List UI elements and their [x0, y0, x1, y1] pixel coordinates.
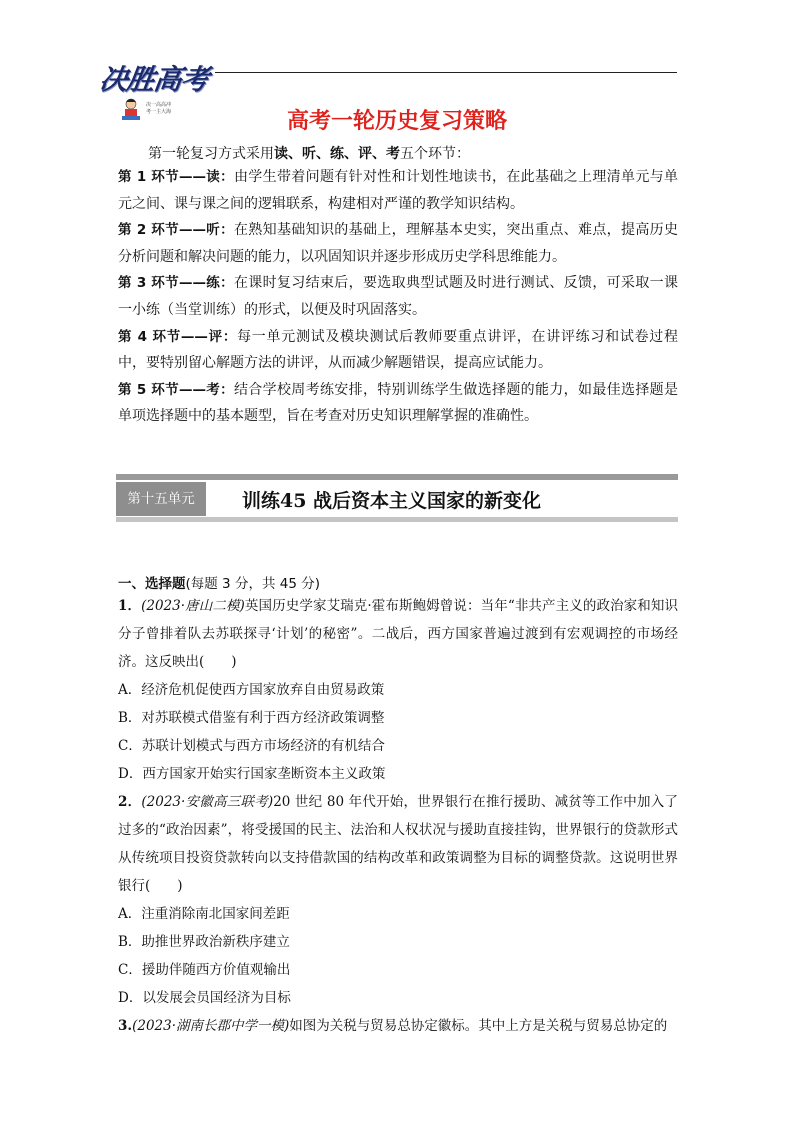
page-title: 高考一轮历史复习策略: [286, 109, 507, 134]
question-1: [118, 592, 678, 788]
banner-bottom-bar: [116, 517, 678, 522]
header-rule: [215, 72, 677, 73]
option-c: C．苏联计划模式与西方市场经济的有机结合: [118, 738, 385, 754]
question-stem: 3.(2023·湖南长郡中学一模)如图为关税与贸易总协定徽标。其中上方是关税与贸易总协定的: [118, 1018, 668, 1034]
question-stem: 2．(2023·安徽高三联考)20 世纪 80 年代开始，世界银行在推行援助、减贫等工作中加入了过多的“政治因素”，将受援国的民主、法治和人权状况与援助直接挂钩，世界银行的贷款形式从传统项目投资贷款转向以支持借款国的结构改革和政策调整为目标的调整贷款。这说明世界银行( ): [118, 794, 678, 894]
logo-slogan: 决一高高冲 考一主大海: [146, 102, 172, 115]
option-d: D．西方国家开始实行国家垄断资本主义政策: [118, 766, 386, 782]
option-a: A．经济危机促使西方国家放弃自由贸易政策: [118, 682, 385, 698]
question-2: [118, 788, 678, 1012]
option-c: C．援助伴随西方价值观输出: [118, 962, 291, 978]
unit-tag: 第十五单元: [116, 482, 206, 516]
question-stem: 1．(2023·唐山二模)英国历史学家艾瑞克·霍布斯鲍姆曾说：当年“非共产主义的政治家和知识分子曾排着队去苏联探寻‘计划’的秘密”。二战后，西方国家普遍过渡到有宏观调控的市场经济。这反映出( ): [118, 598, 678, 670]
step-5: 第 5 环节——考：结合学校周考练安排，特别训练学生做选择题的能力，如最佳选择题是单项选择题中的基本题型，旨在考查对历史知识理解掌握的准确性。: [118, 381, 678, 425]
intro-paragraph: 第一轮复习方式采用读、听、练、评、考五个环节：: [148, 146, 470, 162]
step-2: 第 2 环节——听：在熟知基础知识的基础上，理解基本史实，突出重点、难点，提高历史分析问题和解决问题的能力，以巩固知识并逐步形成历史学科思维能力。: [118, 222, 678, 265]
steps-list: [118, 164, 678, 430]
option-d: D．以发展会员国经济为目标: [118, 990, 291, 1006]
question-3: [118, 1012, 678, 1040]
unit-title: 训练45 战后资本主义国家的新变化: [242, 490, 542, 512]
option-b: B．助推世界政治新秩序建立: [118, 934, 290, 950]
option-b: B．对苏联模式借鉴有利于西方经济政策调整: [118, 710, 385, 726]
step-4: 第 4 环节——评：每一单元测试及模块测试后教师要重点讲评，在讲评练习和试卷过程中，要特别留心解题方法的讲评，从而减少解题错误，提高应试能力。: [118, 328, 679, 372]
logo-text: 决胜高考: [97, 63, 211, 96]
question-list: [118, 592, 678, 1040]
step-1: 第 1 环节——读：由学生带着问题有针对性和计划性地读书，在此基础之上理清单元与单元之间、课与课之间的逻辑联系，构建相对严谨的教学知识结构。: [118, 169, 678, 212]
section-heading: 一、选择题(每题 3 分，共 45 分): [118, 576, 320, 592]
option-a: A．注重消除南北国家间差距: [118, 906, 290, 922]
step-3: 第 3 环节——练：在课时复习结束后，要选取典型试题及时进行测试、反馈，可采取一课一小练（当堂训练）的形式，以便及时巩固落实。: [118, 275, 678, 318]
unit-banner: [116, 474, 678, 522]
banner-top-bar: [116, 474, 678, 480]
